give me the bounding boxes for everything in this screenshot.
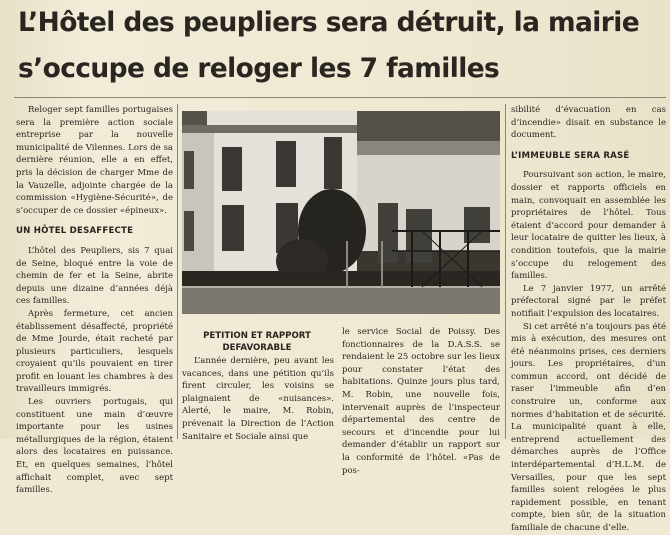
column-2 [182, 355, 334, 443]
paragraph: Poursuivant son action, le maire, dossier et rapports officiels en main, convoquait en assemblée les propriétaires de l’hôtel. Tous étaient d’accord pour demander à leur locataire de quitter les lieux, à condition toutefois, que la mairie s’occupe du relogement des familles. [511, 170, 666, 282]
building-photo [182, 111, 500, 314]
headline [18, 0, 653, 92]
headline-line-1: L’Hôtel des peupliers sera détruit, la mairie [18, 7, 640, 38]
paragraph: Les ouvriers portugais, qui constituent une main d’œuvre importante pour les usines métallurgiques de la région, étaient alors des locataires en puissance. Et, en quelques semaines, l’hôtel affichait complet, avec sept familles. [16, 397, 173, 496]
paragraph: L’année dernière, peu avant les vacances, dans une pétition qu’ils firent circuler, les voisins se plaignaient de «nuisances». Alerté, le maire, M. Robin, prévenait la Direction de l’Action Sanitaire et Sociale ainsi que [182, 356, 334, 442]
paragraph: sibilité d’évacuation en cas d’incendie» disait en substance le document. [511, 105, 666, 141]
hotel-building-image [182, 111, 500, 314]
headline-line-2: s’occupe de reloger les 7 familles [18, 53, 500, 84]
subheading-petition [182, 330, 332, 354]
paragraph: Reloger sept familles portugaises sera la première action sociale entreprise par la nouvelle municipalité de Vilennes. Lors de sa dernière réunion, elle a en effet, pris la décision de charger Mme de la Vauzelle, adjointe chargée de la commission «Hygiène-Sécurité», de s’occuper de ce dossier «épineux». [16, 105, 173, 216]
column-divider-1 [177, 104, 178, 439]
headline-rule [14, 97, 666, 98]
paragraph: Après fermeture, cet ancien établissement désaffecté, propriété de Mme Jourde, était racheté par plusieurs particuliers, lesquels croyaient qu’ils pouvaient en tirer profit en louant les chambres à des travailleurs immigrés. [16, 308, 173, 395]
paragraph: L’hôtel des Peupliers, sis 7 quai de Seine, bloqué entre la voie de chemin de fer et la Seine, abrite depuis une dizaine d’années déjà ces familles. [16, 245, 173, 307]
column-divider-2 [505, 104, 506, 439]
subheading: L’IMMEUBLE SERA RASÉ [511, 150, 630, 161]
column-3 [342, 326, 500, 477]
column-4 [511, 104, 666, 535]
paragraph: Le 7 janvier 1977, un arrêté préfectoral signé par le préfet notifiait l’expulsion des locataires. [511, 283, 666, 319]
paragraph: Si cet arrêté n’a toujours pas été mis à exécution, des mesures ont été néanmoins prises, ces derniers jours. Les propriétaires, d’un commun accord, ont décidé de raser l’immeuble afin d’en construire un, conforme aux normes d’habitation et de sécurité. La municipalité quant à elle, entreprend actuellement des démarches auprès de l’Office interdépartemental d’H.L.M. de Versailles, pour que les sept familles soient relogées le plus rapidement possible, en tenant compte, bien sûr, de la situation familiale de chacune d’elle. [511, 321, 666, 533]
column-1 [16, 104, 173, 497]
paragraph: le service Social de Poissy. Des fonctionnaires de la D.A.S.S. se rendaient le 25 octobre sur les lieux pour constater l’état des habitations. Quinze jours plus tard, M. Robin, une nouvelle fois, intervenait auprès de l’inspecteur départemental des centre de secours et d’incendie pour lui demander d’établir un rapport sur la conformité de l’hôtel. «Pas de pos- [342, 327, 500, 476]
subheading: UN HÔTEL DESAFFECTE [16, 226, 134, 237]
subheading-line: DEFAVORABLE [222, 343, 292, 353]
subheading-line: PETITION ET RAPPORT [203, 331, 311, 341]
